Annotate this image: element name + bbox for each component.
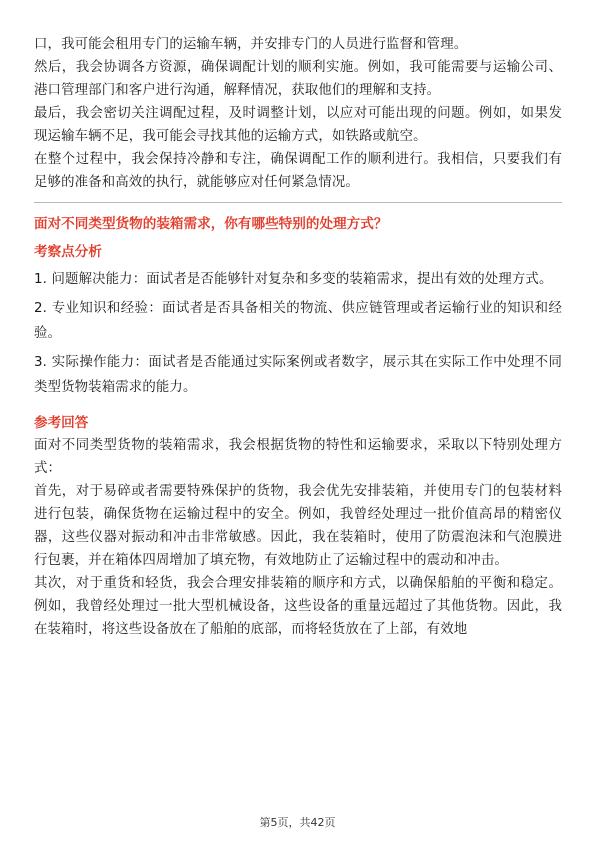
section-divider <box>34 202 562 203</box>
answer-paragraph: 其次，对于重货和轻货，我会合理安排装箱的顺序和方式，以确保船舶的平衡和稳定。例如，我曾经处理过一批大型机械设备，这些设备的重量远超过了其他货物。因此，我在装箱时，将这些设备放在了船舶的底部，而将轻货放在了上部，有效地 <box>34 576 562 637</box>
answer-heading: 参考回答 <box>34 415 89 431</box>
question-title: 面对不同类型货物的装箱需求，你有哪些特别的处理方式？ <box>34 216 388 232</box>
analysis-item: 1. 问题解决能力：面试者是否能够针对复杂和多变的装箱需求，提出有效的处理方式。 <box>34 272 553 287</box>
answer-paragraph: 首先，对于易碎或者需要特殊保护的货物，我会优先安排装箱，并使用专门的包装材料进行包装，确保货物在运输过程中的安全。例如，我曾经处理过一批价值高昂的精密仪器，这些仪器对振动和冲击非常敏感。因此，我在装箱时，使用了防震泡沫和气泡膜进行包裹，并在箱体四周增加了填充物，有效地防止了运输过程中的震动和冲击。 <box>34 484 562 568</box>
answer-paragraph: 面对不同类型货物的装箱需求，我会根据货物的特性和运输要求，采取以下特别处理方式： <box>34 438 562 476</box>
intro-paragraph: 在整个过程中，我会保持冷静和专注，确保调配工作的顺利进行。我相信，只要我们有足够的准备和高效的执行，就能够应对任何紧急情况。 <box>34 152 562 190</box>
intro-paragraph: 口，我可能会租用专门的运输车辆，并安排专门的人员进行监督和管理。 <box>34 37 468 52</box>
page-content <box>34 33 562 641</box>
analysis-heading: 考察点分析 <box>34 244 102 260</box>
page-number: 第5页，共42页 <box>259 816 336 829</box>
analysis-item: 3. 实际操作能力：面试者是否能通过实际案例或者数字，展示其在实际工作中处理不同类型货物装箱需求的能力。 <box>34 355 562 395</box>
intro-paragraph: 最后，我会密切关注调配过程，及时调整计划，以应对可能出现的问题。例如，如果发现运输车辆不足，我可能会寻找其他的运输方式，如铁路或航空。 <box>34 106 562 144</box>
intro-paragraph: 然后，我会协调各方资源，确保调配计划的顺利实施。例如，我可能需要与运输公司、港口管理部门和客户进行沟通，解释情况，获取他们的理解和支持。 <box>34 60 562 98</box>
analysis-item: 2. 专业知识和经验：面试者是否具备相关的物流、供应链管理或者运输行业的知识和经验。 <box>34 301 562 341</box>
